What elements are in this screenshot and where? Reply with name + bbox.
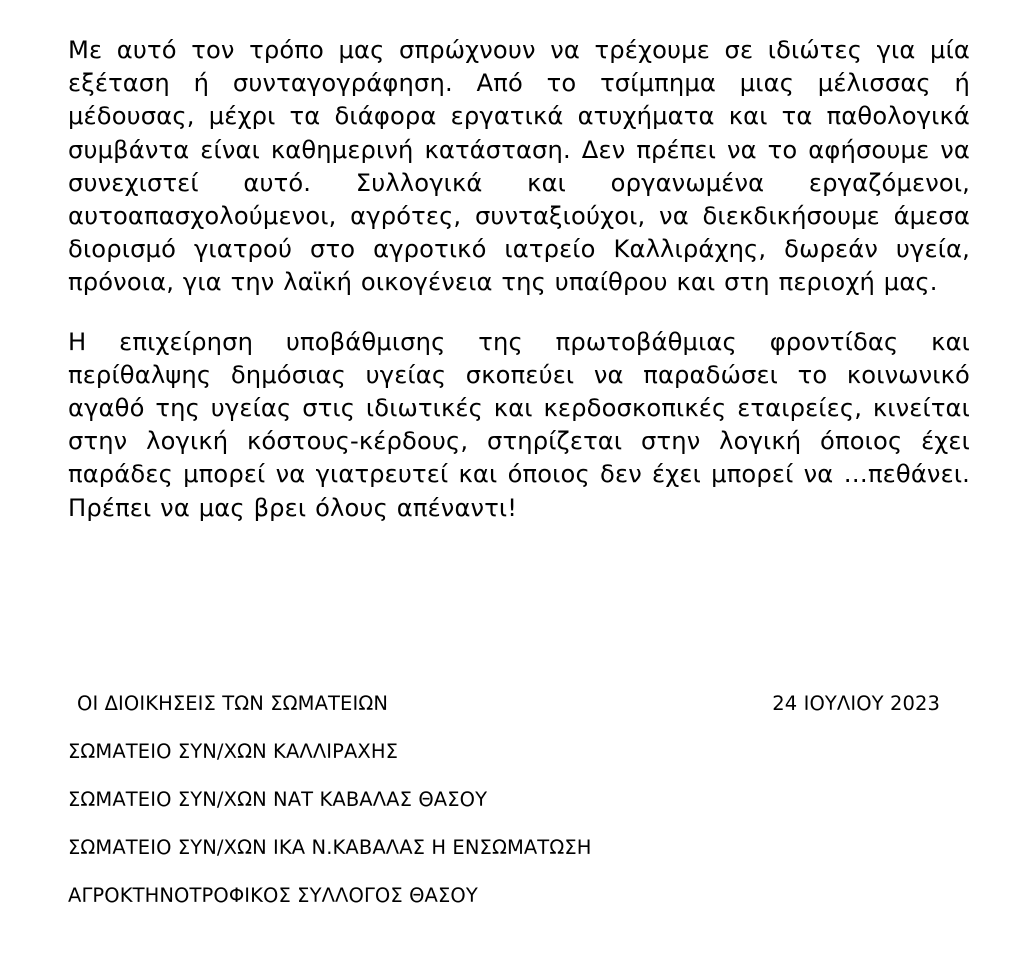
signatory-3: ΣΩΜΑΤΕΙΟ ΣΥΝ/ΧΩΝ ΙΚΑ Ν.ΚΑΒΑΛΑΣ Η ΕΝΣΩΜΑΤΩΣΗ	[68, 836, 592, 859]
paragraph-2: Η επιχείρηση υποβάθμισης της πρωτοβάθμιας φροντίδας και περίθαλψης δημόσιας υγείας σκοπεύει να παραδώσει το κοινωνικό αγαθό της υγείας στις ιδιωτικές και κερδοσκοπικές εταιρείες, κινείται στην λογική κόστους-κέρδους, στηρίζεται στην λογική όποιος έχει παράδες μπορεί να γιατρευτεί και όποιος δεν έχει μπορεί να …πεθάνει. Πρέπει να μας βρει όλους απέναντι!	[68, 327, 970, 522]
signatory-1: ΣΩΜΑΤΕΙΟ ΣΥΝ/ΧΩΝ ΚΑΛΛΙΡΑΧΗΣ	[68, 740, 399, 763]
paragraph-1: Με αυτό τον τρόπο μας σπρώχνουν να τρέχουμε σε ιδιώτες για μία εξέταση ή συνταγογράφηση. Από το τσίμπημα μιας μέλισσας ή μέδουσας, μέχρι τα διάφορα εργατικά ατυχήματα και τα παθολογικά συμβάντα είναι καθημερινή κατάσταση. Δεν πρέπει να το αφήσουμε να συνεχιστεί αυτό. Συλλογικά και οργανωμένα εργαζόμενοι, αυτοαπασχολούμενοι, αγρότες, συνταξιούχοι, να διεκδικήσουμε άμεσα διορισμό γιατρού στο αγροτικό ιατρείο Καλλιράχης, δωρεάν υγεία, πρόνοια, για την λαϊκή οικογένεια της υπαίθρου και στη περιοχή μας.	[68, 36, 970, 297]
signature-block	[68, 693, 948, 907]
signature-heading: ΟΙ ΔΙΟΙΚΗΣΕΙΣ ΤΩΝ ΣΩΜΑΤΕΙΩΝ	[77, 692, 389, 715]
document-date: 24 ΙΟΥΛΙΟΥ 2023	[772, 692, 940, 715]
signatory-2: ΣΩΜΑΤΕΙΟ ΣΥΝ/ΧΩΝ ΝΑΤ ΚΑΒΑΛΑΣ ΘΑΣΟΥ	[68, 788, 488, 811]
document-body	[68, 34, 970, 525]
signatory-4: ΑΓΡΟΚΤΗΝΟΤΡΟΦΙΚΟΣ ΣΥΛΛΟΓΟΣ ΘΑΣΟΥ	[68, 884, 478, 907]
signature-header-row	[68, 693, 948, 715]
